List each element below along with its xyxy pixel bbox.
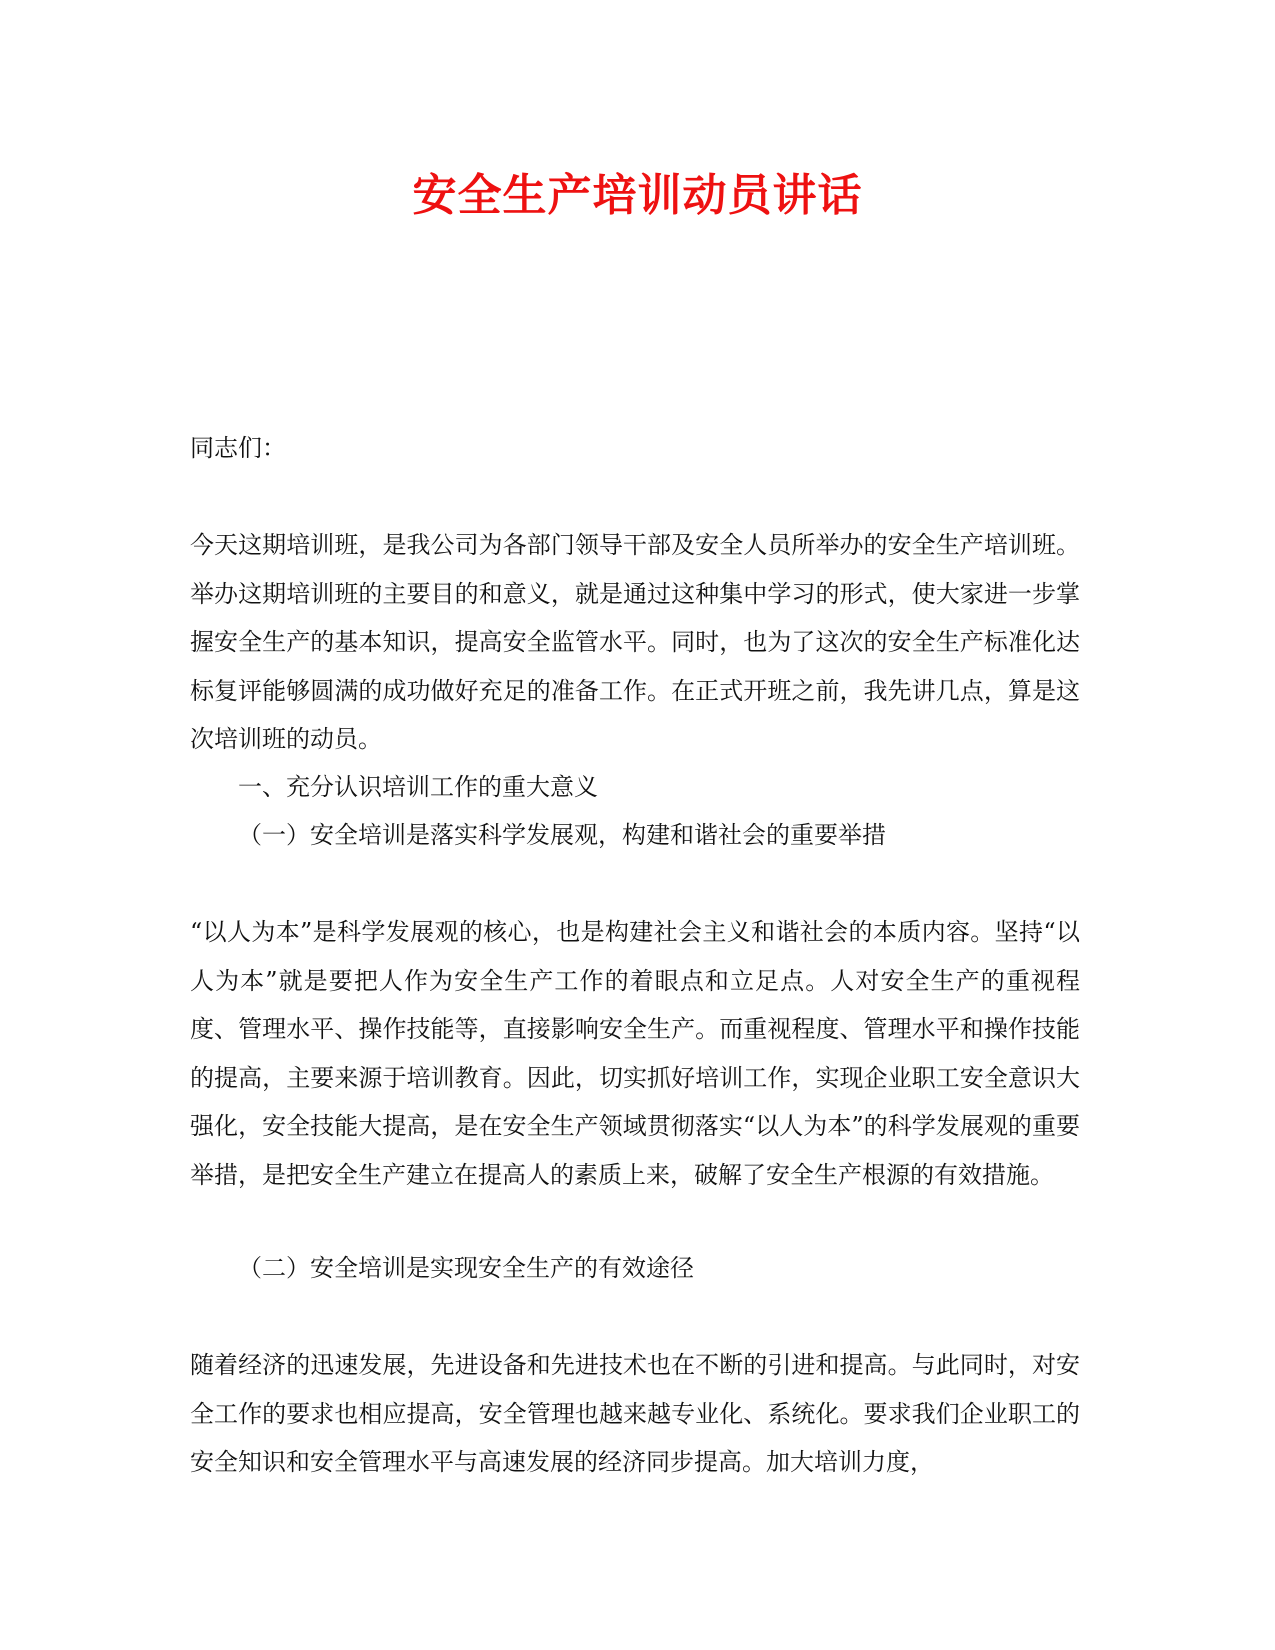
document-title: 安全生产培训动员讲话 bbox=[412, 170, 863, 221]
salutation: 同志们： bbox=[190, 434, 286, 462]
subsection-heading-2: （二）安全培训是实现安全生产的有效途径 bbox=[238, 1254, 694, 1282]
section-heading-1: 一、充分认识培训工作的重大意义 bbox=[238, 773, 598, 801]
paragraph-economic-development: 随着经济的迅速发展，先进设备和先进技术也在不断的引进和提高。与此同时，对安全工作的要求也相应提高，安全管理也越来越专业化、系统化。要求我们企业职工的安全知识和安全管理水平与高速发展的经济同步提高。加大培训力度， bbox=[190, 1351, 1080, 1476]
paragraph-intro: 今天这期培训班，是我公司为各部门领导干部及安全人员所举办的安全生产培训班。举办这期培训班的主要目的和意义，就是通过这种集中学习的形式，使大家进一步掌握安全生产的基本知识，提高安全监管水平。同时，也为了这次的安全生产标准化达标复评能够圆满的成功做好充足的准备工作。在正式开班之前，我先讲几点，算是这次培训班的动员。 bbox=[190, 531, 1080, 753]
subsection-heading-1: （一）安全培训是落实科学发展观，构建和谐社会的重要举措 bbox=[238, 821, 886, 849]
paragraph-people-oriented: “以人为本”是科学发展观的核心，也是构建社会主义和谐社会的本质内容。坚持“以人为本”就是要把人作为安全生产工作的着眼点和立足点。人对安全生产的重视程度、管理水平、操作技能等，直接影响安全生产。而重视程度、管理水平和操作技能的提高，主要来源于培训教育。因此，切实抓好培训工作，实现企业职工安全意识大强化，安全技能大提高，是在安全生产领域贯彻落实“以人为本”的科学发展观的重要举措，是把安全生产建立在提高人的素质上来，破解了安全生产根源的有效措施。 bbox=[190, 918, 1080, 1189]
